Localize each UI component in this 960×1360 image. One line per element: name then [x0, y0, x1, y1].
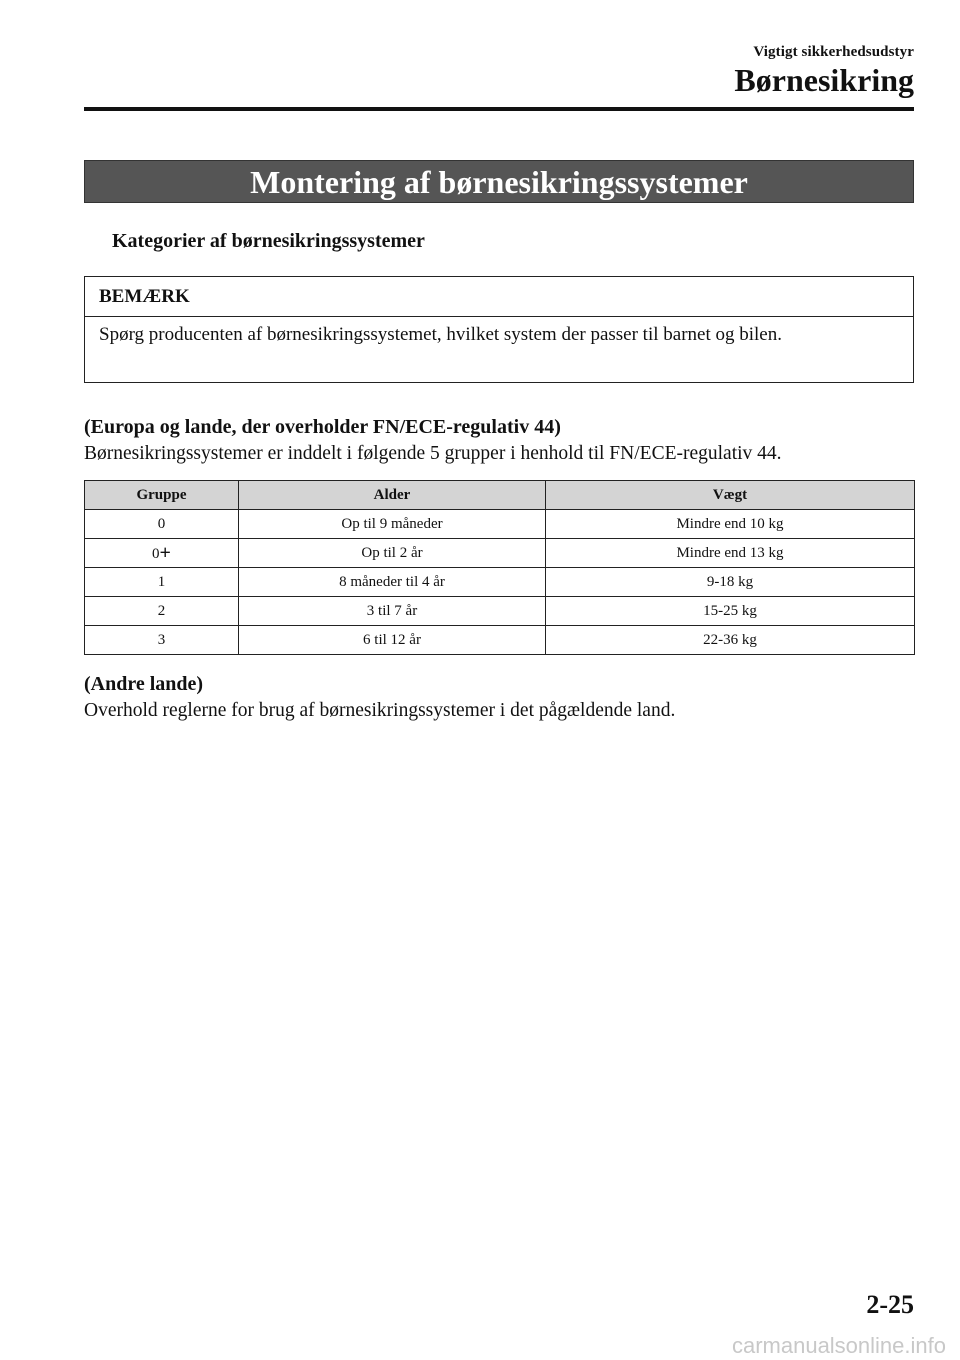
cell-weight: 15-25 kg: [546, 597, 915, 626]
table-row: [85, 626, 915, 655]
table-row: [85, 597, 915, 626]
header-section-name: Vigtigt sikkerhedsudstyr: [753, 44, 914, 60]
europe-heading: (Europa og lande, der overholder FN/ECE-regulativ 44): [84, 416, 561, 438]
header-title: Børnesikring: [734, 62, 914, 98]
col-header-vaegt: Vægt: [546, 481, 915, 510]
section-banner: Montering af børnesikringssystemer: [84, 160, 914, 203]
col-header-alder: Alder: [239, 481, 546, 510]
cell-age: 3 til 7 år: [239, 597, 546, 626]
subheading: Kategorier af børnesikringssystemer: [112, 230, 425, 252]
header-rule: [84, 107, 914, 111]
cell-group: 0: [85, 510, 239, 539]
cell-age: 8 måneder til 4 år: [239, 568, 546, 597]
note-box: [84, 276, 914, 383]
cell-group: 1: [85, 568, 239, 597]
col-header-gruppe: Gruppe: [85, 481, 239, 510]
cell-weight: 22-36 kg: [546, 626, 915, 655]
cell-group: [85, 539, 239, 568]
cell-age: Op til 9 måneder: [239, 510, 546, 539]
plus-icon: +: [159, 541, 171, 564]
other-text: Overhold reglerne for brug af børnesikringssystemer i det pågældende land.: [84, 700, 676, 721]
cell-age: 6 til 12 år: [239, 626, 546, 655]
table-row: [85, 568, 915, 597]
group-number: 0: [152, 545, 160, 562]
cell-weight: Mindre end 13 kg: [546, 539, 915, 568]
cell-group: 2: [85, 597, 239, 626]
note-body: Spørg producenten af børnesikringssystemet, hvilket system der passer til barnet og bilen.: [99, 324, 782, 345]
europe-text: Børnesikringssystemer er inddelt i følgende 5 grupper i henhold til FN/ECE-regulativ 44.: [84, 443, 782, 464]
cell-age: Op til 2 år: [239, 539, 546, 568]
table-header-row: [85, 481, 915, 510]
watermark: carmanualsonline.info: [731, 1333, 946, 1358]
cell-group: 3: [85, 626, 239, 655]
cell-weight: Mindre end 10 kg: [546, 510, 915, 539]
groups-table: [84, 480, 915, 655]
table-row: [85, 510, 915, 539]
table-row: [85, 539, 915, 568]
note-title: BEMÆRK: [85, 277, 913, 317]
other-heading: (Andre lande): [84, 673, 204, 695]
cell-weight: 9-18 kg: [546, 568, 915, 597]
page-number: 2-25: [866, 1290, 914, 1319]
